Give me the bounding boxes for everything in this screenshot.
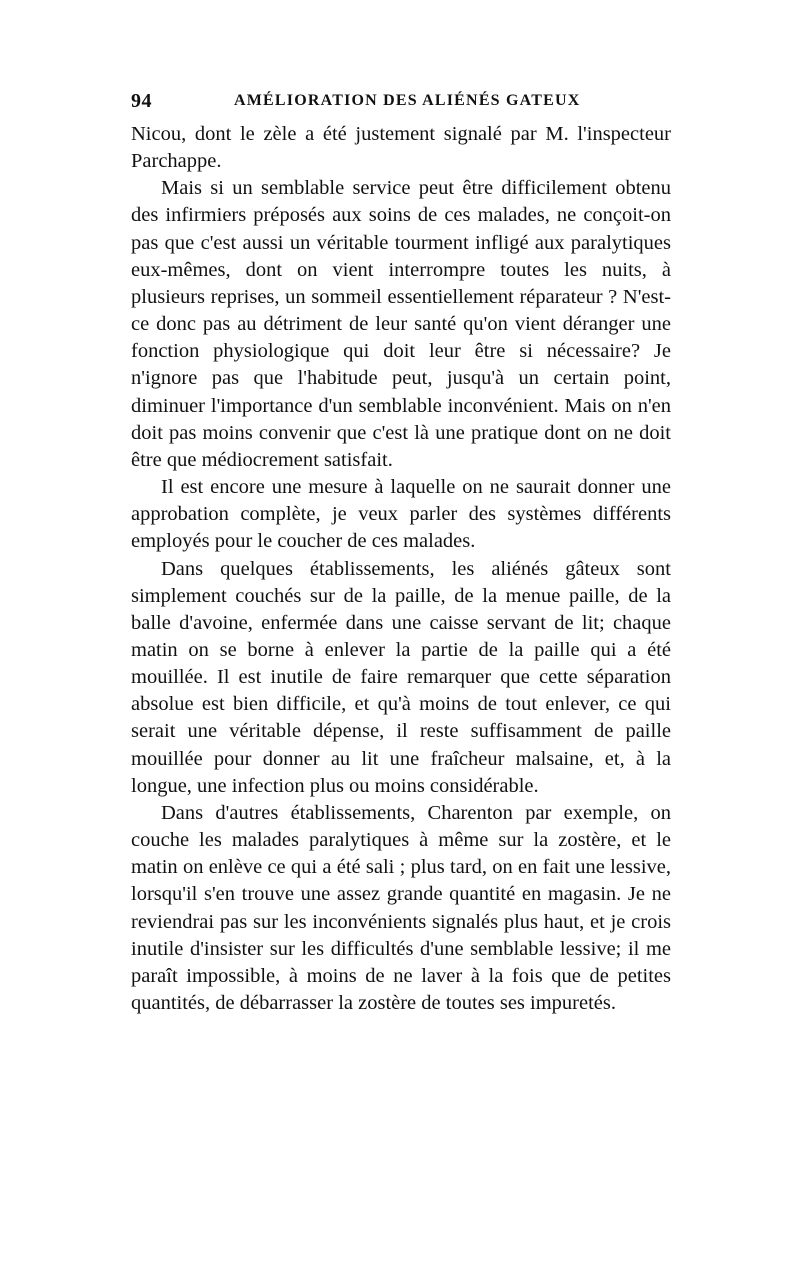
paragraph: Mais si un semblable service peut être difficilement obtenu des infirmiers préposés aux soins de ces malades, ne conçoit-on pas que c'est aussi un véritable tourment infligé aux paralytiques eux-mêmes, dont on vient interrompre toutes les nuits, à plusieurs reprises, un sommeil essentiellement réparateur ? N'est-ce donc pas au détriment de leur santé qu'on vient déranger une fonction physiologique qui doit leur être si nécessaire? Je n'ignore pas que l'habitude peut, jusqu'à un certain point, diminuer l'importance d'un semblable inconvénient. Mais on n'en doit pas moins convenir que c'est là une pratique dont on ne doit être que médiocrement satisfait. — [131, 177, 671, 471]
page-header — [131, 90, 671, 118]
paragraph: Dans quelques établissements, les aliénés gâteux sont simplement couchés sur de la paille, de la menue paille, de la balle d'avoine, enfermée dans une caisse servant de lit; chaque matin on se borne à enlever la partie de la paille qui a été mouillée. Il est inutile de faire remarquer que cette séparation absolue est bien difficile, et qu'à moins de tout enlever, ce qui serait une véritable dépense, il reste suffisamment de paille mouillée pour donner au lit une fraîcheur malsaine, et, à la longue, une infection plus ou moins considérable. — [131, 557, 671, 797]
paragraph: Il est encore une mesure à laquelle on ne saurait donner une approbation complète, je veux parler des systèmes différents employés pour le coucher de ces malades. — [131, 476, 671, 553]
body-text — [131, 121, 671, 1017]
running-head: AMÉLIORATION DES ALIÉNÉS GATEUX — [234, 92, 581, 109]
page-number: 94 — [131, 90, 152, 112]
paragraph: Dans d'autres établissements, Charenton par exemple, on couche les malades paralytiques à même sur la zostère, et le matin on enlève ce qui a été sali ; plus tard, on en fait une lessive, lorsqu'il s'en trouve une assez grande quantité en magasin. Je ne reviendrai pas sur les inconvénients signalés plus haut, et je crois inutile d'insister sur les difficultés d'une semblable lessive; il me paraît impossible, à moins de ne laver à la fois que de petites quantités, de débarrasser la zostère de toutes ses impuretés. — [131, 801, 671, 1014]
paragraph-continuation: Nicou, dont le zèle a été justement signalé par M. l'inspecteur Parchappe. — [131, 123, 671, 173]
